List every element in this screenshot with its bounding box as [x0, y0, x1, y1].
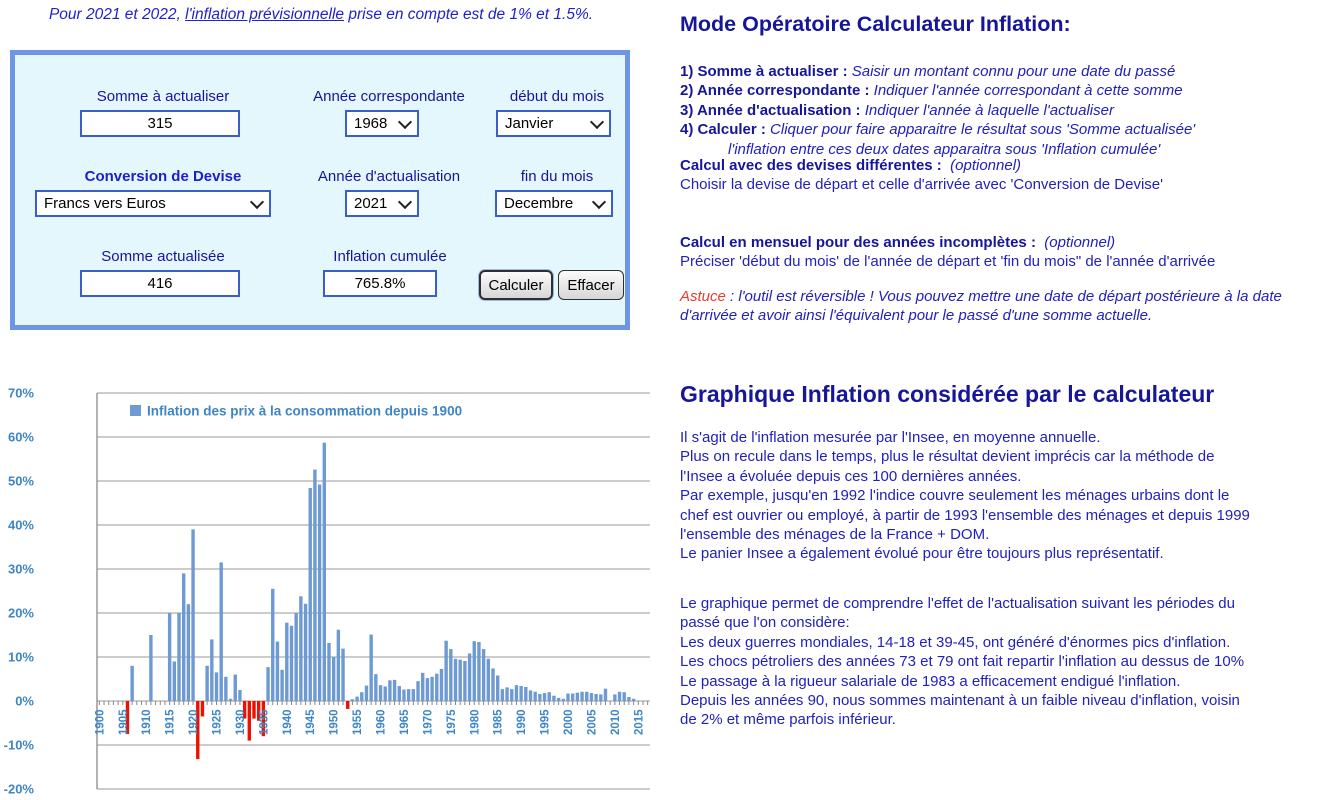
graphique-paragraph-2 — [680, 594, 1244, 730]
step-3-label: 3) Année d'actualisation : — [680, 101, 861, 119]
svg-text:1980: 1980 — [469, 709, 482, 735]
annee-actualisation-label: Année d'actualisation — [317, 168, 461, 185]
svg-text:1990: 1990 — [516, 709, 529, 735]
svg-text:1900: 1900 — [94, 709, 107, 735]
devises-optional: (optionnel) — [950, 157, 1022, 174]
svg-text:1930: 1930 — [234, 709, 247, 735]
step-3-desc: Indiquer l'année à laquelle l'actualiser — [864, 101, 1114, 119]
svg-text:1960: 1960 — [375, 709, 388, 735]
chevron-down-icon — [592, 194, 606, 208]
fin-du-mois-label: fin du mois — [520, 168, 594, 185]
astuce-text: : l'outil est réversible ! Vous pouvez mettre une date de départ postérieure à la date d'arrivée et avoir ainsi l'équivalent pour le passé d'une somme actuelle. — [680, 288, 1282, 325]
svg-text:20%: 20% — [7, 605, 34, 621]
annee-actualisation-select[interactable] — [345, 190, 419, 217]
step-3 — [680, 101, 1195, 120]
svg-text:50%: 50% — [7, 473, 34, 489]
paragraph-line: Plus on recule dans le temps, plus le résultat devient imprécis car la méthode de — [680, 448, 1215, 466]
somme-a-actualiser-input[interactable] — [80, 110, 240, 137]
paragraph-line: Le graphique permet de comprendre l'effet de l'actualisation suivant les périodes du — [680, 595, 1235, 612]
chevron-down-icon — [398, 114, 412, 128]
paragraph-line: Depuis les années 90, nous sommes maintenant à un faible niveau d'inflation, voisin — [680, 692, 1240, 710]
svg-text:-10%: -10% — [3, 737, 34, 753]
astuce-block — [680, 287, 1335, 326]
svg-text:1995: 1995 — [539, 709, 552, 735]
annee-actualisation-value: 2021 — [354, 195, 388, 212]
debut-du-mois-value: Janvier — [505, 115, 554, 132]
chevron-down-icon — [398, 194, 412, 208]
graphique-title: Graphique Inflation considérée par le calculateur — [680, 381, 1215, 407]
paragraph-line: l'ensemble des ménages de la France + DOM. — [680, 526, 990, 544]
mensuel-line: Préciser 'début du mois' de l'année de départ et 'fin du mois" de l'année d'arrivée — [680, 253, 1216, 271]
inflation-chart — [0, 383, 665, 800]
paragraph-line: Le passage à la rigueur salariale de 1983 a efficacement endigué l'inflation. — [680, 672, 1181, 690]
mode-operatoire-steps — [680, 62, 1195, 159]
chevron-down-icon — [250, 194, 264, 208]
svg-text:1985: 1985 — [492, 709, 505, 735]
svg-text:1925: 1925 — [211, 709, 224, 735]
svg-text:1920: 1920 — [188, 709, 201, 735]
svg-text:-20%: -20% — [3, 781, 34, 797]
svg-text:1940: 1940 — [281, 709, 294, 735]
conversion-de-devise-select[interactable] — [35, 190, 271, 217]
mensuel-heading — [680, 233, 1215, 252]
astuce-label: Astuce — [680, 288, 726, 305]
paragraph-line: chef est ouvrier ou employé, à partir de 1993 l'ensemble des ménages et depuis 1999 — [680, 506, 1250, 524]
paragraph-line: Il s'agit de l'inflation mesurée par l'Insee, en moyenne annuelle. — [680, 429, 1101, 446]
svg-text:2005: 2005 — [586, 709, 599, 735]
somme-a-actualiser-label: Somme à actualiser — [96, 88, 230, 105]
devises-line: Choisir la devise de départ et celle d'arrivée avec 'Conversion de Devise' — [680, 176, 1164, 194]
forecast-inflation-link[interactable]: l'inflation prévisionnelle — [185, 6, 345, 23]
graphique-paragraph-1 — [680, 428, 1250, 564]
svg-text:1955: 1955 — [352, 709, 365, 735]
effacer-button[interactable]: Effacer — [558, 270, 624, 300]
mensuel-optional: (optionnel) — [1044, 234, 1116, 251]
step-1-desc: Saisir un montant connu pour une date du passé — [851, 63, 1176, 80]
mode-operatoire-title: Mode Opératoire Calculateur Inflation: — [680, 12, 1071, 36]
annee-correspondante-value: 1968 — [354, 115, 388, 132]
paragraph-line: l'Insee a évoluée depuis ces 100 dernières années. — [680, 467, 1022, 485]
paragraph-line: de 2% et même parfois inférieur. — [680, 711, 896, 729]
svg-text:1975: 1975 — [445, 709, 458, 735]
calculer-button[interactable]: Calculer — [479, 270, 553, 300]
paragraph-line: passé que l'on considère: — [680, 614, 850, 632]
somme-actualisee-output[interactable] — [80, 270, 240, 297]
banner-suffix: prise en compte est de 1% et 1.5%. — [344, 6, 594, 23]
svg-text:60%: 60% — [7, 429, 34, 445]
svg-text:1950: 1950 — [328, 709, 341, 735]
inflation-cumulee-output[interactable] — [323, 270, 437, 297]
svg-text:1915: 1915 — [164, 709, 177, 735]
inflation-cumulee-label: Inflation cumulée — [333, 248, 447, 265]
step-2 — [680, 81, 1195, 100]
step-4 — [680, 120, 1195, 139]
paragraph-line: Les deux guerres mondiales, 14-18 et 39-45, ont généré d'énormes pics d'inflation. — [680, 633, 1231, 651]
conversion-de-devise-value: Francs vers Euros — [44, 195, 166, 212]
annee-correspondante-label: Année correspondante — [313, 88, 465, 105]
devises-block — [680, 156, 1163, 195]
devises-heading — [680, 156, 1163, 175]
svg-text:2015: 2015 — [633, 709, 646, 735]
svg-text:1970: 1970 — [422, 709, 435, 735]
step-1 — [680, 62, 1195, 81]
paragraph-line: Par exemple, jusqu'en 1992 l'indice couvre seulement les ménages urbains dont le — [680, 487, 1230, 505]
banner-prefix: Pour 2021 et 2022, — [48, 6, 186, 23]
fin-du-mois-value: Decembre — [504, 195, 574, 212]
forecast-banner — [10, 6, 632, 24]
step-2-desc: Indiquer l'année correspondant à cette somme — [873, 82, 1183, 100]
step-4-desc2: l'inflation entre ces deux dates apparaitra sous 'Inflation cumulée' — [728, 140, 1161, 158]
step-4-label: 4) Calculer : — [680, 121, 766, 139]
svg-text:1910: 1910 — [141, 709, 154, 735]
mensuel-label: Calcul en mensuel pour des années incomplètes : — [680, 234, 1036, 251]
svg-text:30%: 30% — [7, 561, 34, 577]
svg-text:1905: 1905 — [117, 709, 130, 735]
chevron-down-icon — [590, 114, 604, 128]
svg-text:2010: 2010 — [609, 709, 622, 735]
mensuel-block — [680, 233, 1215, 272]
svg-text:1945: 1945 — [305, 709, 318, 735]
svg-text:0%: 0% — [15, 693, 34, 709]
paragraph-line: Le panier Insee a également évolué pour être toujours plus représentatif. — [680, 545, 1164, 563]
svg-text:10%: 10% — [7, 649, 34, 665]
inflation-calculator-panel — [10, 50, 630, 330]
debut-du-mois-label: début du mois — [509, 88, 605, 105]
annee-correspondante-select[interactable] — [345, 110, 419, 137]
svg-text:1935: 1935 — [258, 709, 271, 735]
step-2-label: 2) Année correspondante : — [680, 82, 870, 100]
paragraph-line: Les chocs pétroliers des années 73 et 79 ont fait repartir l'inflation au dessus de 10% — [680, 653, 1245, 671]
step-4-desc: Cliquer pour faire apparaitre le résultat sous 'Somme actualisée' — [770, 121, 1196, 139]
devises-label: Calcul avec des devises différentes : — [680, 157, 942, 174]
svg-text:40%: 40% — [7, 517, 34, 533]
svg-text:70%: 70% — [7, 385, 34, 401]
somme-actualisee-label: Somme actualisée — [101, 248, 225, 265]
svg-text:1965: 1965 — [398, 709, 411, 735]
svg-text:Inflation des prix à la consom: Inflation des prix à la consommation depuis 1900 — [147, 403, 463, 419]
fin-du-mois-select[interactable] — [495, 190, 613, 217]
debut-du-mois-select[interactable] — [496, 110, 611, 137]
inflation-bar-chart — [0, 383, 665, 800]
conversion-de-devise-label: Conversion de Devise — [84, 168, 242, 185]
step-1-label: 1) Somme à actualiser : — [680, 63, 848, 80]
svg-text:2000: 2000 — [562, 709, 575, 735]
